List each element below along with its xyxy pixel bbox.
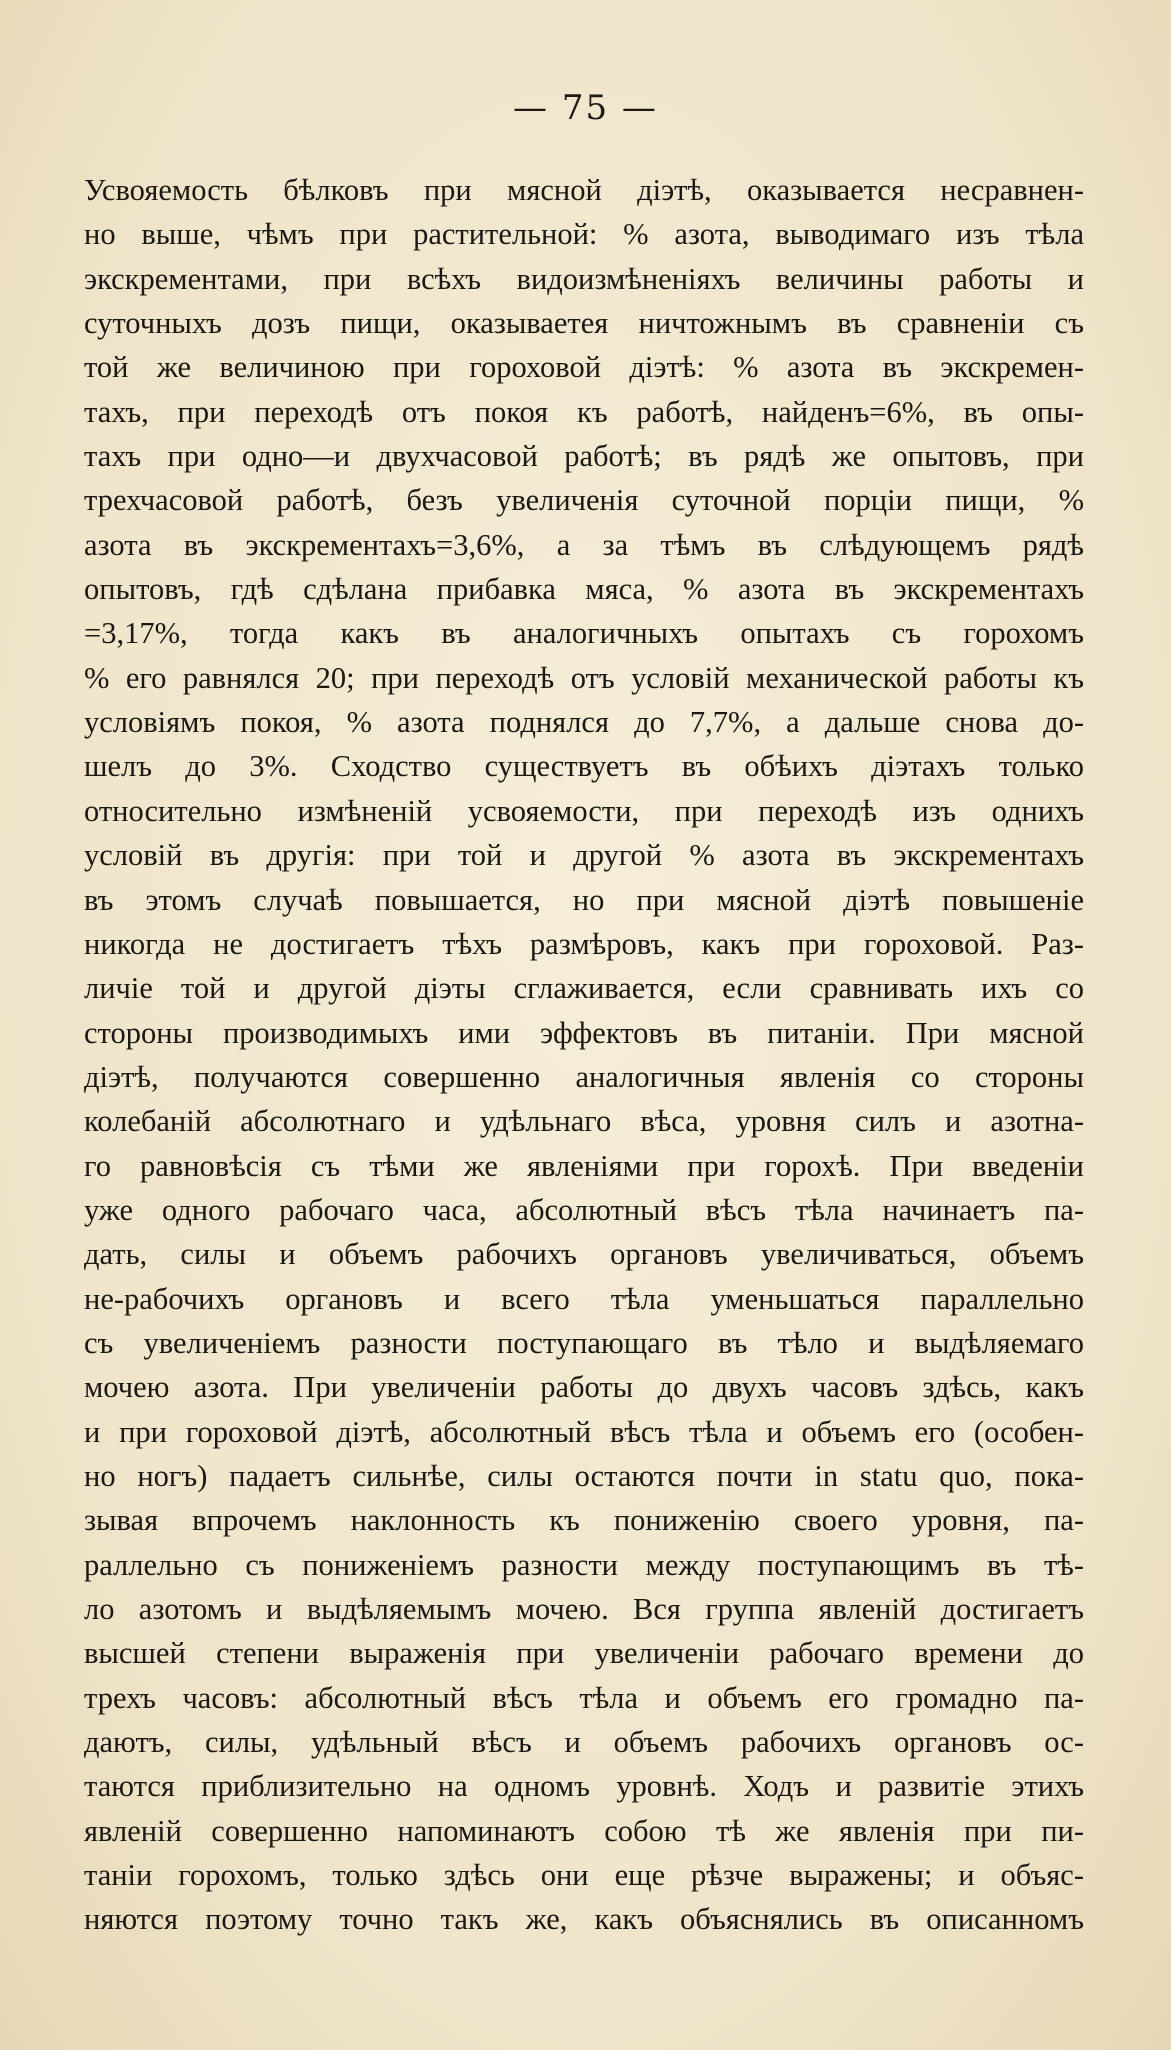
text-line: экскрементами, при всѣхъ видоизмѣненіяхъ величины работы и xyxy=(84,261,1084,296)
text-line: азота въ экскрементахъ=3,6%, а за тѣмъ въ слѣдующемъ рядѣ xyxy=(84,527,1084,562)
text-line: шелъ до 3%. Сходство существуетъ въ обѣихъ діэтахъ только xyxy=(84,749,1084,784)
text-line: никогда не достигаетъ тѣхъ размѣровъ, какъ при гороховой. Раз- xyxy=(84,926,1084,961)
text-line: условій въ другія: при той и другой % азота въ экскрементахъ xyxy=(84,838,1084,873)
text-line: личіе той и другой діэты сглаживается, если сравнивать ихъ со xyxy=(84,971,1084,1006)
text-line: даютъ, силы, удѣльный вѣсъ и объемъ рабочихъ органовъ ос- xyxy=(84,1725,1084,1760)
text-line: тахъ, при переходѣ отъ покоя къ работѣ, найденъ=6%, въ опы- xyxy=(84,394,1084,429)
text-line: относительно измѣненій усвояемости, при переходѣ изъ однихъ xyxy=(84,793,1084,828)
text-line: уже одного рабочаго часа, абсолютный вѣсъ тѣла начинаетъ па- xyxy=(84,1192,1084,1227)
text-line: и при гороховой діэтѣ, абсолютный вѣсъ тѣла и объемъ его (особен- xyxy=(84,1414,1084,1449)
text-line: явленій совершенно напоминаютъ собою тѣ же явленія при пи- xyxy=(84,1813,1084,1848)
text-line: съ увеличеніемъ разности поступающаго въ тѣло и выдѣляемаго xyxy=(84,1325,1084,1360)
text-line: няются поэтому точно такъ же, какъ объяснялись въ описанномъ xyxy=(84,1902,1084,1937)
text-line: =3,17%, тогда какъ въ аналогичныхъ опытахъ съ горохомъ xyxy=(84,616,1084,651)
text-line: не-рабочихъ органовъ и всего тѣла уменьшаться параллельно xyxy=(84,1281,1084,1316)
text-line: раллельно съ пониженіемъ разности между поступающимъ въ тѣ- xyxy=(84,1547,1084,1582)
text-line: опытовъ, гдѣ сдѣлана прибавка мяса, % азота въ экскрементахъ xyxy=(84,572,1084,607)
text-line: таются приблизительно на одномъ уровнѣ. Ходъ и развитіе этихъ xyxy=(84,1769,1084,1804)
text-line: ло азотомъ и выдѣляемымъ мочею. Вся группа явленій достигаетъ xyxy=(84,1592,1084,1626)
text-line: высшей степени выраженія при увеличеніи рабочаго времени до xyxy=(84,1636,1084,1671)
text-line: діэтѣ, получаются совершенно аналогичныя явленія со стороны xyxy=(84,1059,1084,1094)
text-line: зывая впрочемъ наклонность къ пониженію своего уровня, па- xyxy=(84,1503,1084,1538)
text-line: Усвояемость бѣлковъ при мясной діэтѣ, оказывается несравнен- xyxy=(84,173,1084,207)
text-line: трехчасовой работѣ, безъ увеличенія суточной порціи пищи, % xyxy=(84,483,1084,518)
text-line: суточныхъ дозъ пищи, оказываетея ничтожнымъ въ сравненіи съ xyxy=(84,306,1084,341)
text-line: колебаній абсолютнаго и удѣльнаго вѣса, уровня силъ и азотна- xyxy=(84,1104,1084,1139)
text-line: мочею азота. При увеличеніи работы до двухъ часовъ здѣсь, какъ xyxy=(84,1370,1084,1405)
text-line: % его равнялся 20; при переходѣ отъ условій механической работы къ xyxy=(84,660,1084,695)
text-line: дать, силы и объемъ рабочихъ органовъ увеличиваться, объемъ xyxy=(84,1237,1084,1272)
text-line: той же величиною при гороховой діэтѣ: % азота въ экскремен- xyxy=(84,350,1084,385)
text-line: го равновѣсія съ тѣми же явленіями при горохѣ. При введеніи xyxy=(84,1148,1084,1183)
text-line: трехъ часовъ: абсолютный вѣсъ тѣла и объемъ его громадно па- xyxy=(84,1680,1084,1715)
text-line: но выше, чѣмъ при растительной: % азота, выводимаго изъ тѣла xyxy=(84,217,1084,252)
text-line: въ этомъ случаѣ повышается, но при мясной діэтѣ повышеніе xyxy=(84,882,1084,917)
text-line: таніи горохомъ, только здѣсь они еще рѣзче выражены; и объяс- xyxy=(84,1858,1084,1893)
text-line: тахъ при одно—и двухчасовой работѣ; въ рядѣ же опытовъ, при xyxy=(84,439,1084,474)
text-line: условіямъ покоя, % азота поднялся до 7,7%, а дальше снова до- xyxy=(84,705,1084,740)
text-line: стороны производимыхъ ими эффектовъ въ питаніи. При мясной xyxy=(84,1015,1084,1050)
text-line: но ногъ) падаетъ сильнѣе, силы остаются почти in statu quo, пока- xyxy=(84,1458,1084,1493)
page-number: — 75 — xyxy=(513,88,658,128)
body-text xyxy=(84,168,1084,1942)
